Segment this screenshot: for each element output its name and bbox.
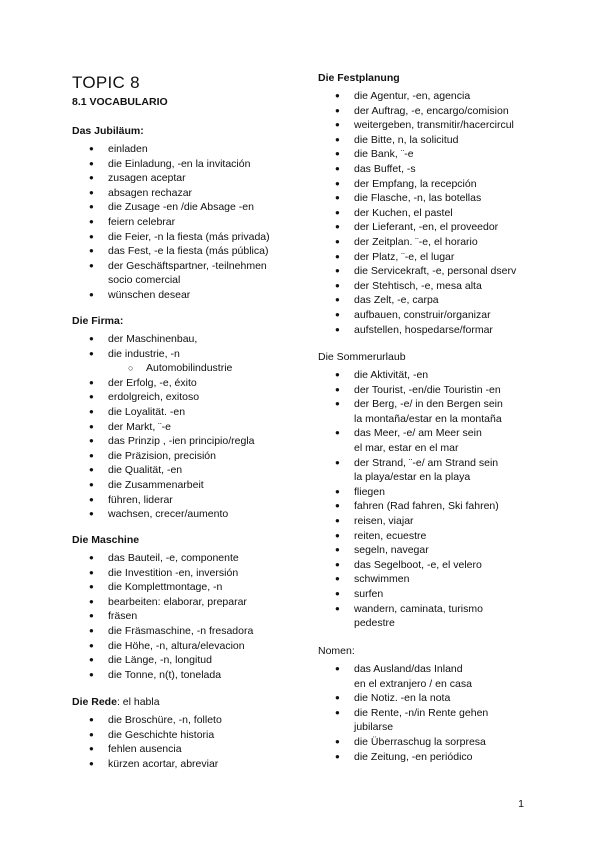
list-item: ● surfen (318, 587, 503, 602)
list-item (318, 602, 503, 631)
list-item: ● die Länge, -n, longitud (72, 653, 253, 668)
section-heading: Die Maschine (72, 534, 140, 546)
vocab-list (72, 142, 270, 303)
vocab-list (72, 551, 253, 682)
list-item: ● führen, liderar (72, 493, 255, 508)
list-item: ● der Zeitplan. ¨-e, el horario (318, 235, 516, 250)
list-item: ● die Qualität, -en (72, 463, 255, 478)
section-heading: Die Festplanung (318, 72, 400, 84)
list-item: ● die Präzision, precisión (72, 449, 255, 464)
list-item: ● die Zusage -en /die Absage -en (72, 200, 270, 215)
list-item: ● erdolgreich, exitoso (72, 390, 255, 405)
list-item: ● die Geschichte historia (72, 728, 222, 743)
list-item: ● die Loyalität. -en (72, 405, 255, 420)
section-heading-rest: : el habla (116, 696, 160, 708)
list-item (318, 426, 503, 455)
list-item: ● die Bank, ¨-e (318, 147, 516, 162)
list-item: ● der Auftrag, -e, encargo/comision (318, 104, 516, 119)
vocab-list (72, 713, 222, 771)
list-item: ● reisen, viajar (318, 514, 503, 529)
list-item: ● der Kuchen, el pastel (318, 206, 516, 221)
list-item: ● reiten, ecuestre (318, 529, 503, 544)
list-item: ● die Fräsmaschine, -n fresadora (72, 624, 253, 639)
list-item: ● wachsen, crecer/aumento (72, 507, 255, 522)
list-item: ● die Höhe, -n, altura/elevacion (72, 639, 253, 654)
list-item: ● die Flasche, -n, las botellas (318, 191, 516, 206)
list-item: ● der Maschinenbau, (72, 332, 255, 347)
vocab-list (318, 89, 516, 337)
list-item: ● das Zelt, -e, carpa (318, 293, 516, 308)
list-item: ● das Fest, -e la fiesta (más pública) (72, 244, 270, 259)
section-maschine (72, 533, 253, 682)
section-firma (72, 314, 255, 522)
section-rede (72, 695, 222, 771)
list-item: ● die Agentur, -en, agencia (318, 89, 516, 104)
item-line: la playa/estar en la playa (354, 471, 471, 484)
section-sommerurlaub (318, 350, 503, 631)
section-nomen (318, 644, 488, 764)
list-item: ● die Bitte, n, la solicitud (318, 133, 516, 148)
item-line: ● die Rente, -n/in Rente gehen (354, 706, 489, 719)
list-item: ● feiern celebrar (72, 215, 270, 230)
list-subitem: ○ Automobilindustrie (72, 361, 255, 376)
list-item: ● wünschen desear (72, 288, 270, 303)
section-heading: Die Firma: (72, 315, 124, 327)
item-line: pedestre (354, 617, 395, 630)
list-item: ● die industrie, -n (72, 347, 255, 362)
list-item: ● die Broschüre, -n, folleto (72, 713, 222, 728)
item-line: ● das Meer, -e/ am Meer sein (354, 427, 482, 440)
list-item: ● der Stehtisch, -e, mesa alta (318, 279, 516, 294)
list-item: ● der Platz, ¨-e, el lugar (318, 250, 516, 265)
section-heading-bold: Die Rede (72, 696, 117, 708)
list-item: ● aufbauen, construir/organizar (318, 308, 516, 323)
list-item: ● die Feier, -n la fiesta (más privada) (72, 230, 270, 245)
list-item: ● die Zusammenarbeit (72, 478, 255, 493)
page-number: 1 (518, 798, 524, 810)
list-item: ● die Komplettmontage, -n (72, 580, 253, 595)
item-line: jubilarse (354, 721, 394, 734)
vocab-list (318, 368, 503, 631)
list-item: ● absagen rechazar (72, 186, 270, 201)
list-item: ● segeln, navegar (318, 543, 503, 558)
list-item: ● das Bauteil, -e, componente (72, 551, 253, 566)
page-subtitle: 8.1 VOCABULARIO (72, 96, 168, 108)
list-item (72, 259, 270, 288)
item-line: ● wandern, caminata, turismo (354, 602, 483, 615)
item-line: ● das Ausland/das Inland (354, 663, 463, 675)
list-item: ● die Überraschug la sorpresa (318, 735, 488, 750)
list-item: ● bearbeiten: elaborar, preparar (72, 595, 253, 610)
list-item: ● schwimmen (318, 572, 503, 587)
list-item: ● fräsen (72, 609, 253, 624)
item-line: el mar, estar en el mar (354, 441, 459, 454)
list-item (318, 662, 488, 691)
item-line: ● der Strand, ¨-e/ am Strand sein (354, 456, 499, 469)
list-item (318, 456, 503, 485)
item-line: en el extranjero / en casa (354, 677, 472, 690)
section-heading: Die Sommerurlaub (318, 351, 406, 363)
list-item: ● der Erfolg, -e, éxito (72, 376, 255, 391)
list-item: ● fahren (Rad fahren, Ski fahren) (318, 499, 503, 514)
item-line: socio comercial (108, 274, 181, 287)
section-heading: Das Jubiläum: (72, 125, 144, 137)
list-item: ● fliegen (318, 485, 503, 500)
list-item: ● die Aktivität, -en (318, 368, 503, 383)
list-item: ● die Tonne, n(t), tonelada (72, 668, 253, 683)
vocab-list (72, 332, 255, 522)
section-jubilaeum (72, 124, 270, 303)
list-item: ● zusagen aceptar (72, 171, 270, 186)
list-item: ● fehlen ausencia (72, 742, 222, 757)
list-item: ● kürzen acortar, abreviar (72, 757, 222, 772)
list-item: ● die Investition -en, inversión (72, 566, 253, 581)
item-line: ● der Berg, -e/ in den Bergen sein (354, 398, 503, 411)
section-heading: Nomen: (318, 645, 355, 657)
list-item: ● weitergeben, transmitir/hacercircul (318, 118, 516, 133)
section-festplanung (318, 71, 516, 337)
list-item: ● die Zeitung, -en periódico (318, 750, 488, 765)
list-item: ● aufstellen, hospedarse/formar (318, 323, 516, 338)
list-item (318, 397, 503, 426)
item-line: ● der Geschäftspartner, -teilnehmen (108, 259, 267, 272)
list-item: ● einladen (72, 142, 270, 157)
list-item (318, 706, 488, 735)
page-title: TOPIC 8 (72, 73, 140, 92)
list-item: ● das Buffet, -s (318, 162, 516, 177)
list-item: ● der Lieferant, -en, el proveedor (318, 220, 516, 235)
item-line: la montaña/estar en la montaña (354, 412, 502, 425)
list-item: ● das Segelboot, -e, el velero (318, 558, 503, 573)
list-item: ● die Servicekraft, -e, personal dserv (318, 264, 516, 279)
list-item: ● die Notiz. -en la nota (318, 691, 488, 706)
list-item: ● das Prinzip , -ien principio/regla (72, 434, 255, 449)
list-item: ● der Empfang, la recepción (318, 177, 516, 192)
section-heading (72, 695, 222, 709)
vocab-list (318, 662, 488, 764)
list-item: ● die Einladung, -en la invitación (72, 157, 270, 172)
list-item: ● der Markt, ¨-e (72, 420, 255, 435)
list-item: ● der Tourist, -en/die Touristin -en (318, 383, 503, 398)
